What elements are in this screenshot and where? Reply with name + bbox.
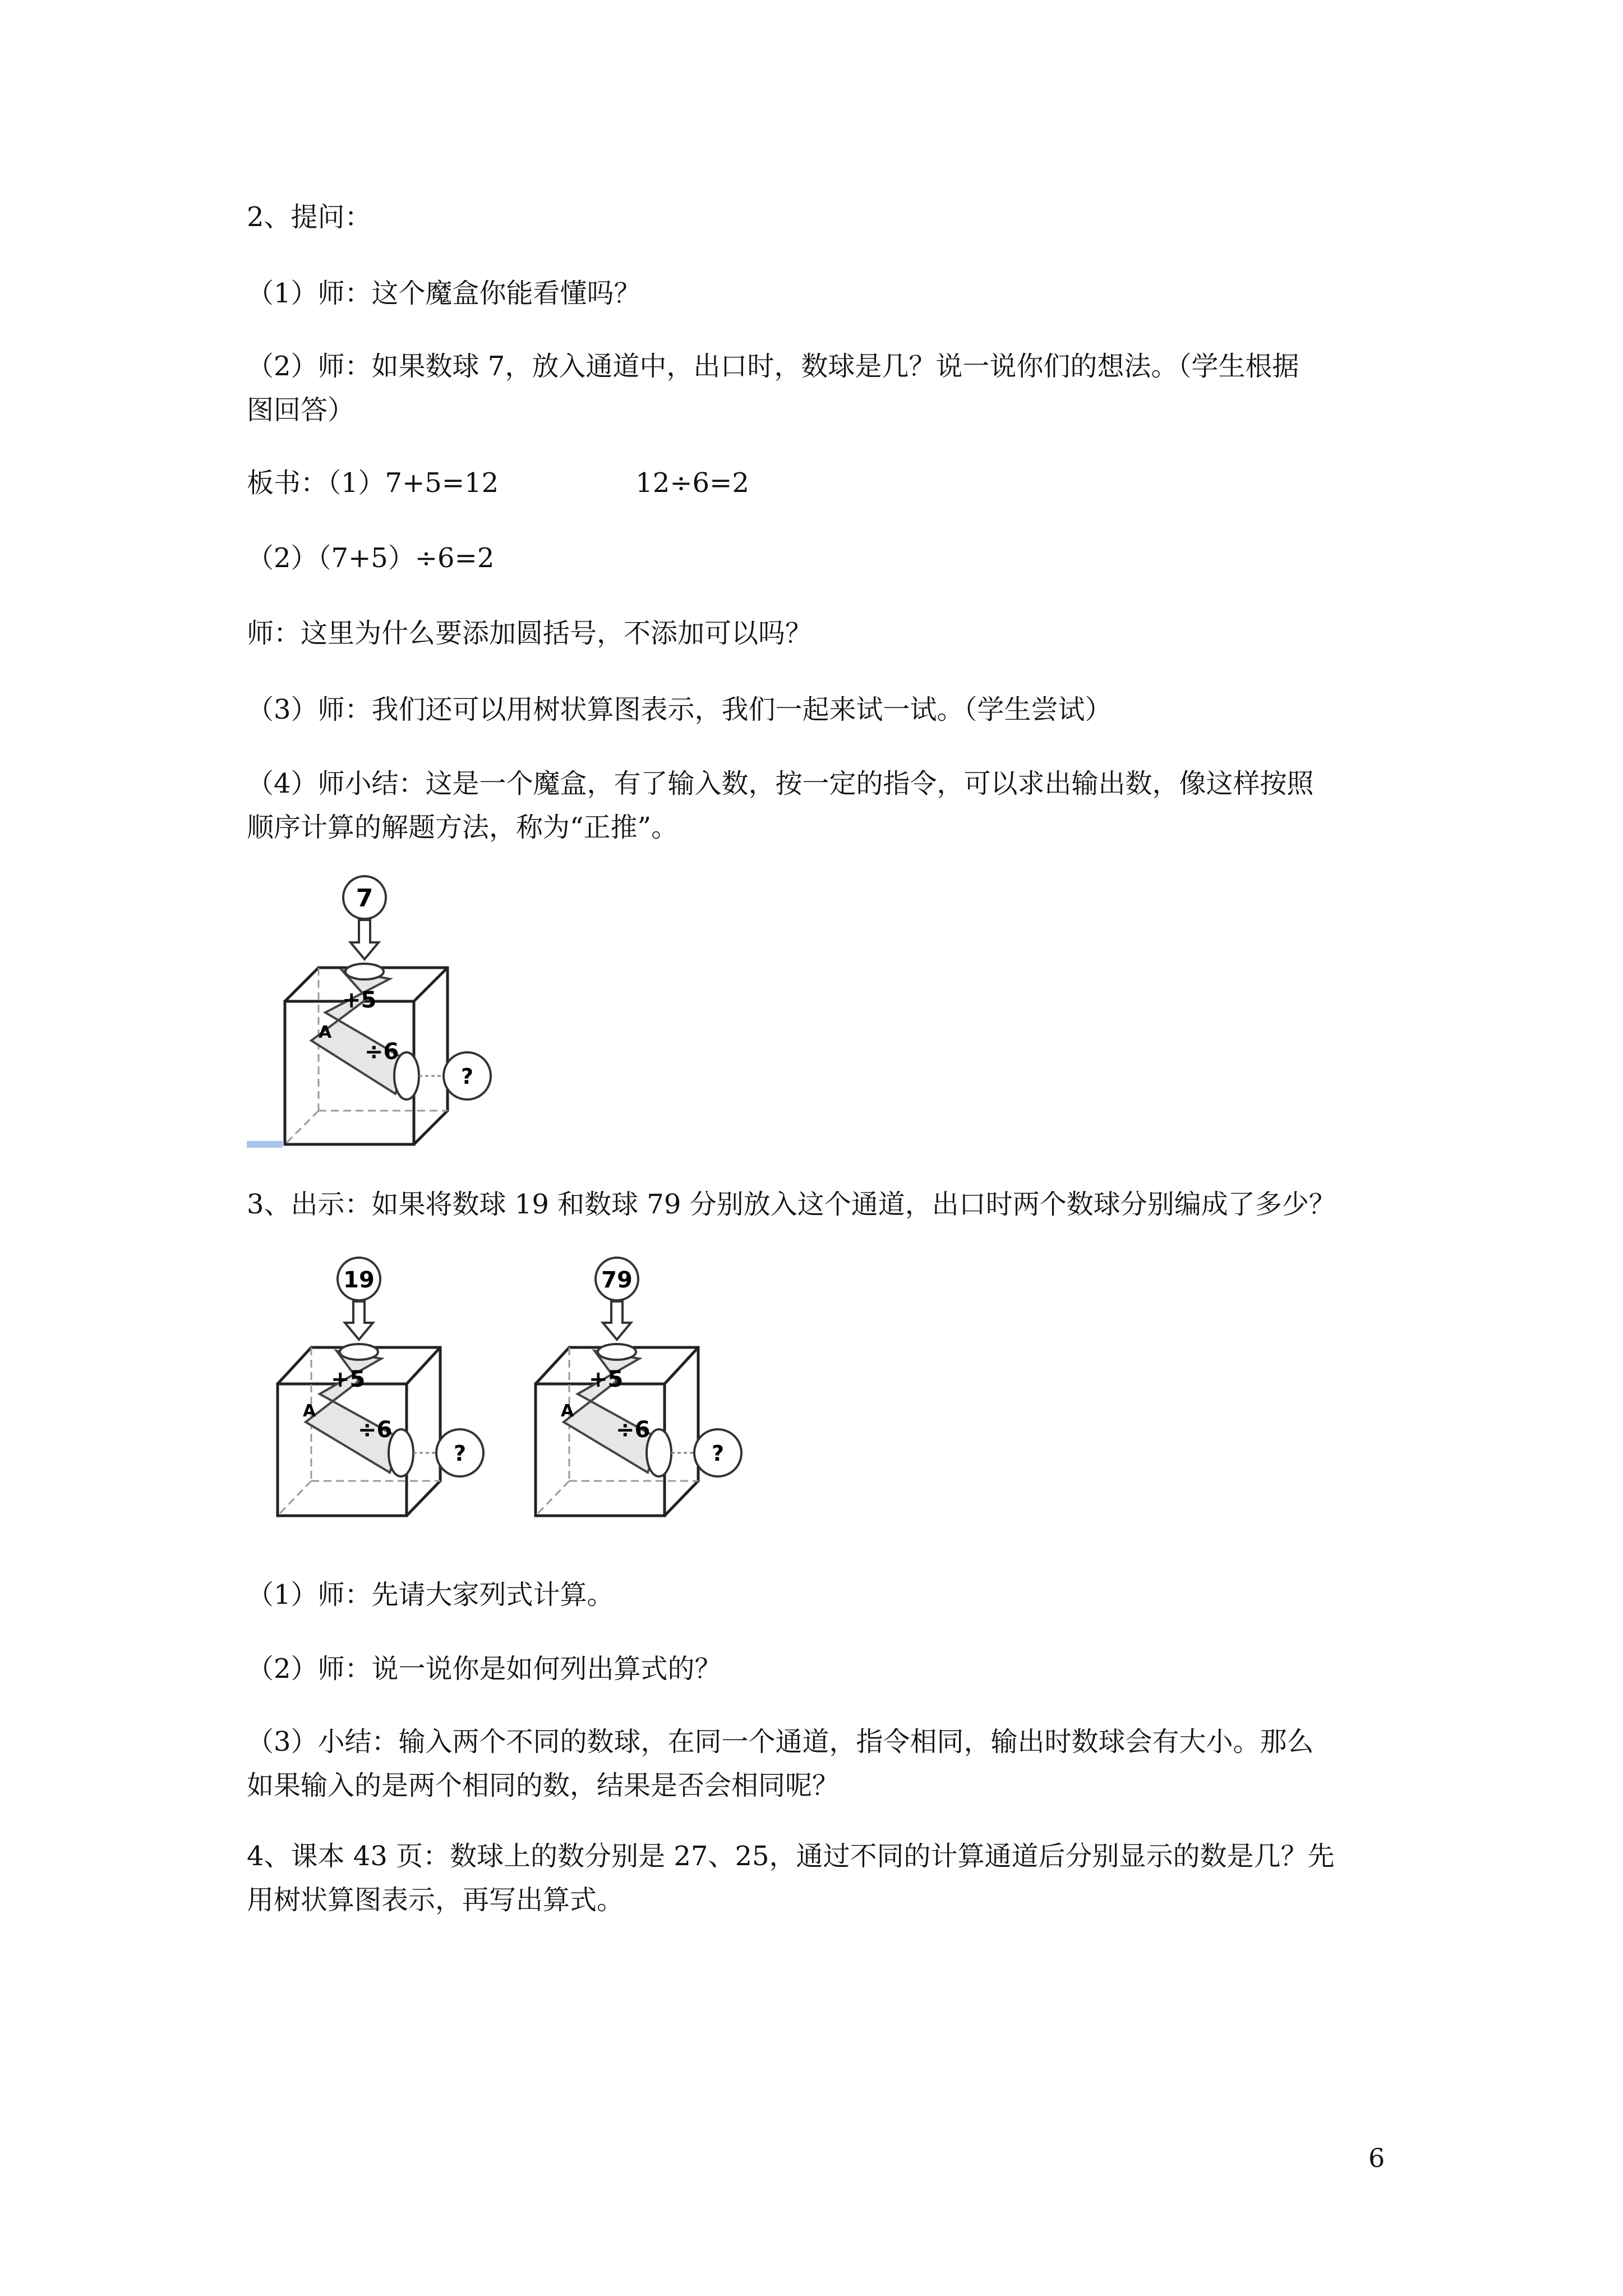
input-ball-label: 7 bbox=[356, 884, 374, 913]
heading-question: 2、提问： bbox=[247, 201, 372, 233]
mark-label: A bbox=[319, 1023, 332, 1042]
question-4-summary: （4）师小结：这是一个魔盒，有了输入数，按一定的指令，可以求出输出数，像这样按照 顺序计算的解题方法，称为“正推”。 bbox=[247, 768, 1314, 843]
magic-box-diagram bbox=[533, 1257, 757, 1520]
magic-box-diagram bbox=[275, 1257, 499, 1520]
instruction-divide-label: ÷6 bbox=[365, 1039, 399, 1065]
page-number: 6 bbox=[1368, 2143, 1385, 2173]
magic-box-diagram bbox=[247, 875, 516, 1150]
input-ball-label: 79 bbox=[601, 1267, 633, 1293]
board-note-2: （2）（7+5）÷6=2 bbox=[247, 542, 495, 574]
instruction-add-label: +5 bbox=[589, 1366, 624, 1392]
magic-box-figure-79 bbox=[533, 1257, 757, 1520]
mark-label: A bbox=[303, 1401, 316, 1421]
teacher-question-parentheses: 师：这里为什么要添加圆括号，不添加可以吗？ bbox=[247, 618, 813, 649]
instruction-add-label: +5 bbox=[342, 987, 377, 1013]
magic-box-figure-19 bbox=[275, 1257, 499, 1520]
instruction-add-label: +5 bbox=[331, 1366, 366, 1392]
magic-box-figure-7 bbox=[247, 875, 516, 1150]
show-problem-3: 3、出示：如果将数球 19 和数球 79 分别放入这个通道，出口时两个数球分别编成了多少？ bbox=[247, 1189, 1336, 1220]
input-ball-label: 19 bbox=[343, 1267, 375, 1293]
output-ball-label: ? bbox=[711, 1441, 725, 1466]
question-2: （2）师：如果数球 7，放入通道中，出口时，数球是几？说一说你们的想法。（学生根据 图回答） bbox=[247, 351, 1299, 426]
question-3: （3）师：我们还可以用树状算图表示，我们一起来试一试。（学生尝试） bbox=[247, 694, 1112, 725]
mark-label: A bbox=[561, 1401, 574, 1421]
instruction-divide-label: ÷6 bbox=[616, 1417, 651, 1443]
question-1: （1）师：这个魔盒你能看懂吗？ bbox=[247, 278, 641, 309]
instruction-divide-label: ÷6 bbox=[358, 1417, 393, 1443]
step-3-summary: （3）小结：输入两个不同的数球，在同一个通道，指令相同，输出时数球会有大小。那么 如果输入的是两个相同的数，结果是否会相同呢？ bbox=[247, 1726, 1314, 1801]
output-ball-label: ? bbox=[453, 1441, 467, 1466]
textbook-exercise: 4、课本 43 页：数球上的数分别是 27、25，通过不同的计算通道后分别显示的数是几？先 用树状算图表示，再写出算式。 bbox=[247, 1841, 1335, 1916]
output-ball-label: ? bbox=[460, 1064, 474, 1089]
step-2-explain: （2）师：说一说你是如何列出算式的？ bbox=[247, 1653, 722, 1685]
board-note-1: 板书：（1）7+5=12 12÷6=2 bbox=[247, 467, 749, 499]
step-1-calc: （1）师：先请大家列式计算。 bbox=[247, 1579, 614, 1611]
